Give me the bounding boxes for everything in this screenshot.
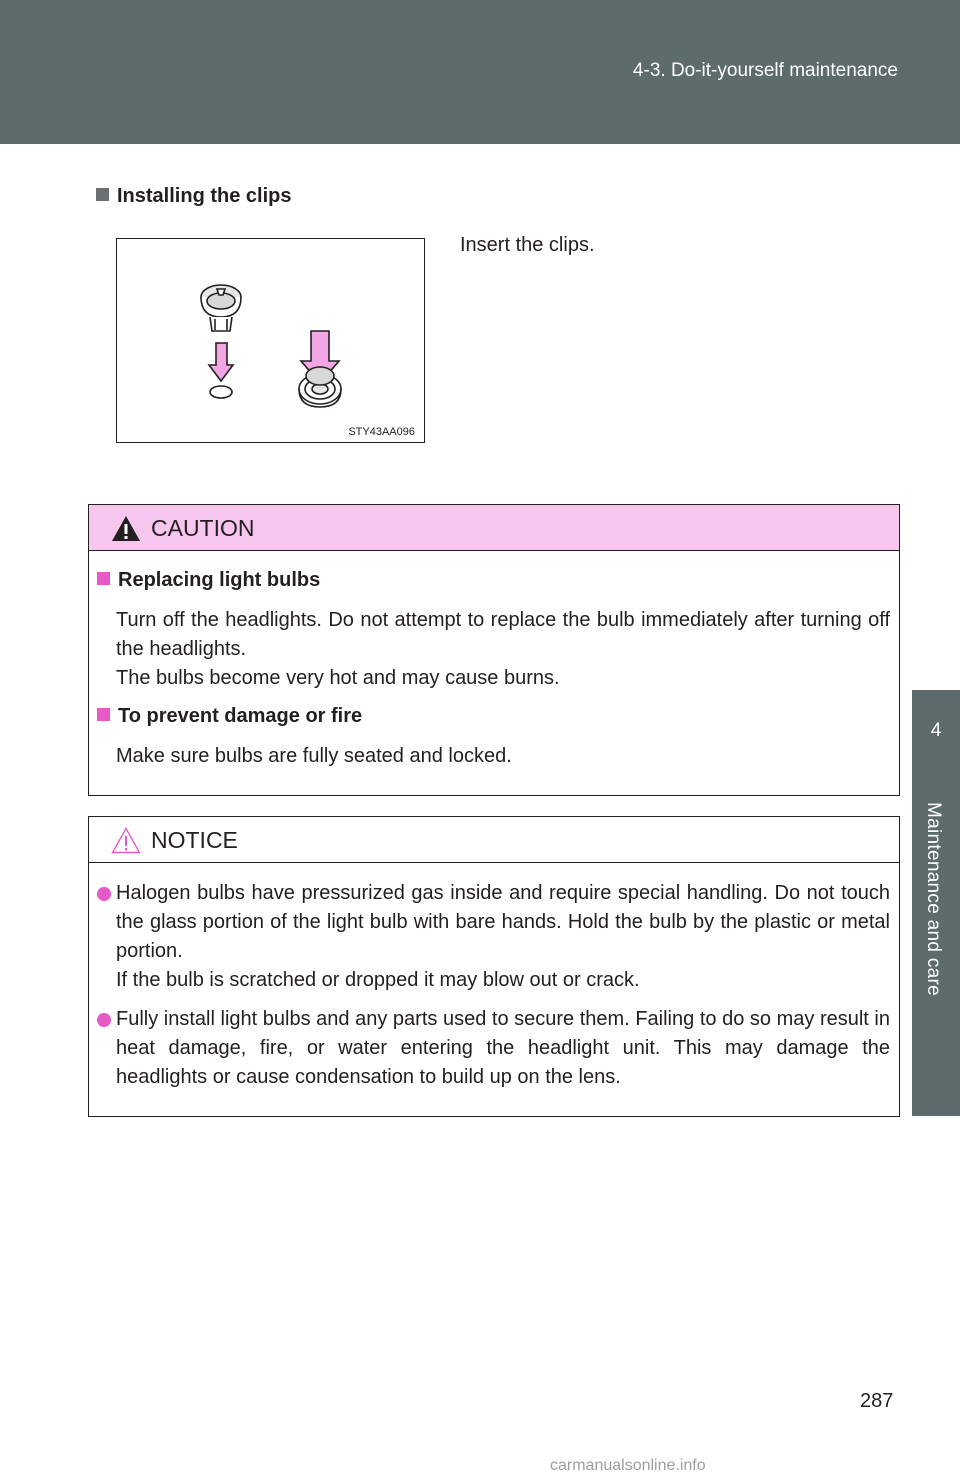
page-header — [0, 0, 960, 144]
caution-paragraph: Turn off the headlights. Do not attempt to replace the bulb immediately after turning off the headlights. — [116, 609, 890, 660]
notice-header — [89, 817, 899, 863]
figure-caption: Insert the clips. — [460, 234, 595, 256]
notice-box — [88, 816, 900, 1117]
chapter-title: Maintenance and care — [923, 802, 944, 997]
notice-paragraph: Halogen bulbs have pressurized gas inside and require special handling. Do not touch the glass portion of the light bulb with bare hands. Hold the bulb by the plastic or metal portion. — [116, 882, 890, 962]
caution-paragraph: The bulbs become very hot and may cause burns. — [116, 667, 560, 689]
caution-box — [88, 504, 900, 796]
notice-paragraph: If the bulb is scratched or dropped it may blow out or crack. — [116, 969, 640, 991]
circle-bullet-icon — [97, 887, 111, 901]
clip-illustration — [116, 238, 425, 443]
caution-subheading-text: Replacing light bulbs — [118, 569, 321, 591]
watermark: carmanualsonline.info — [550, 1457, 706, 1474]
figure-code: STY43AA096 — [348, 426, 415, 438]
caution-subheading — [97, 569, 320, 592]
notice-title: NOTICE — [151, 827, 238, 853]
caution-paragraph: Make sure bulbs are fully seated and locked. — [116, 745, 512, 767]
circle-bullet-icon — [97, 1013, 111, 1027]
clip-diagram-icon — [117, 239, 426, 444]
chapter-label — [912, 792, 960, 1116]
notice-paragraph: Fully install light bulbs and any parts used to secure them. Failing to do so may result in heat damage, fire, or water entering the headlight unit. This may damage the headlights or cause condensation to build up on the lens. — [116, 1008, 890, 1088]
section-title: 4-3. Do-it-yourself maintenance — [632, 60, 898, 81]
section-heading — [96, 185, 291, 208]
notice-triangle-icon — [111, 827, 141, 854]
square-bullet-icon — [96, 188, 109, 201]
square-bullet-icon — [97, 708, 110, 721]
caution-subheading — [97, 705, 362, 728]
caution-header — [89, 505, 899, 551]
page-number: 287 — [860, 1390, 894, 1412]
warning-triangle-icon — [111, 515, 141, 542]
caution-title: CAUTION — [151, 515, 255, 541]
chapter-tab — [912, 690, 960, 792]
section-heading-text: Installing the clips — [117, 185, 292, 207]
square-bullet-icon — [97, 572, 110, 585]
caution-subheading-text: To prevent damage or fire — [118, 705, 363, 727]
chapter-number: 4 — [930, 720, 942, 741]
